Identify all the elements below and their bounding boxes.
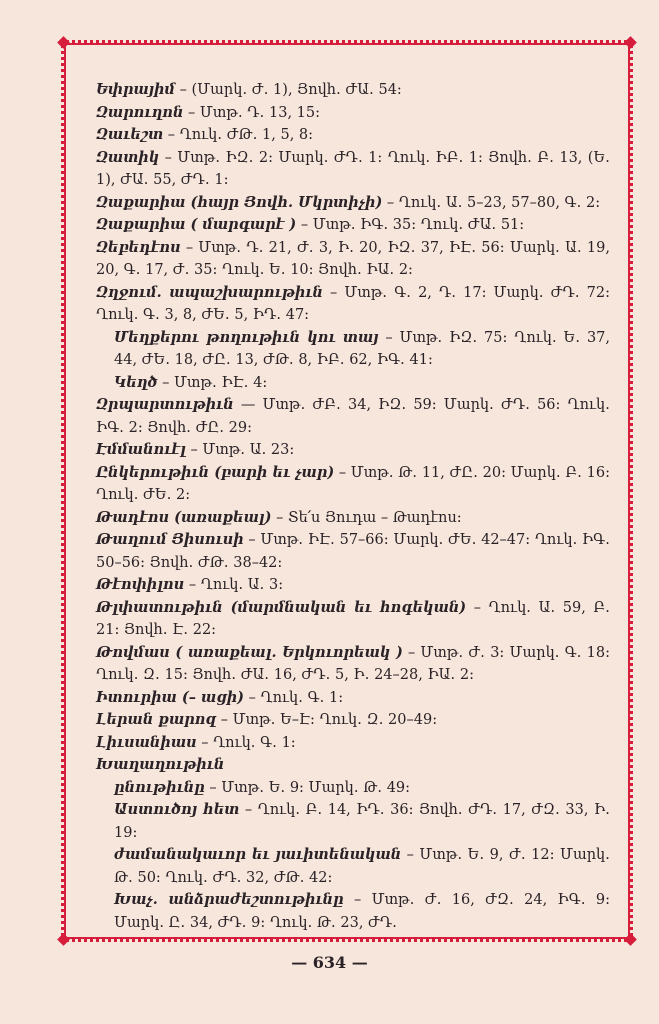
- entry-references: – Ղուկ․ Գ․ 1:: [244, 689, 344, 706]
- index-entries: [96, 79, 610, 934]
- entry-heading: Զաւեշտ: [96, 126, 164, 143]
- entry-references: – Մտթ․ ԻԶ․ 2: Մարկ․ ԺԴ․ 1: Ղուկ․ ԻԲ․ 1: Յովհ․ Բ․ 13, (Ե․ 1), ԺԱ․ 55, ԺԴ․ 1:: [96, 149, 610, 188]
- entry-references: – Մտթ․ Ա․ 23:: [185, 442, 295, 458]
- index-entry: [96, 372, 610, 395]
- entry-heading: ժամանակաւոր եւ յաւիտենական: [114, 846, 402, 863]
- entry-references: – Մտթ․ Դ․ 21, Ժ․ 3, Ի․ 20, ԻԶ․ 37, ԻԷ․ 56: Մարկ․ Ա․ 19, 20, Գ․ 17, Ժ․ 35: Ղուկ․ Ե․ 10: Յովհ․ ԻԱ․ 2:: [96, 239, 610, 278]
- corner-ornament: [624, 36, 637, 49]
- index-entry: [96, 507, 610, 530]
- entry-references: – Մտթ․ ԻԶ․ 75: Ղուկ․ Ե․ 37, 44, ԺԵ․ 18, ԺԸ․ 13, ԺԹ․ 8, ԻԲ․ 62, ԻԳ․ 41:: [114, 329, 611, 368]
- entry-references: – Ղուկ․ Բ․ 14, ԻԴ․ 36: Յովհ․ ԺԴ․ 17, ԺԶ․ 33, Ի․ 19:: [114, 802, 610, 841]
- entry-heading: Եփրայիմ: [96, 81, 175, 98]
- entry-references: – Տե՛ս Յուդա – Թադէոս:: [271, 509, 462, 526]
- entry-heading: ընութիւնը: [114, 778, 205, 796]
- index-entry: [96, 102, 610, 125]
- entry-heading: Կեղծ: [114, 373, 158, 391]
- index-entry: [96, 439, 610, 462]
- entry-references: — Մտթ․ ԺԲ․ 34, ԻԶ․ 59: Մարկ․ ԺԴ․ 56: Ղուկ․ ԻԳ․ 2: Յովհ․ ԺԸ․ 29:: [96, 397, 610, 436]
- entry-references: – Մտթ․ Ե․ 9, Ժ․ 12: Մարկ․ Թ․ 50: Ղուկ․ ԺԴ․ 32, ԺԹ․ 42:: [114, 847, 611, 886]
- entry-references: – Մտթ․ Ժ․ 3: Մարկ․ Գ․ 18: Ղուկ․ Զ․ 15: Յովհ․ ԺԱ․ 16, ԺԴ․ 5, Ի․ 24–28, ԻԱ․ 2:: [96, 644, 611, 683]
- entry-heading: Իտուրիա (– ացի): [96, 688, 245, 706]
- entry-references: – Մտթ․ Ե–Է: Ղուկ․ Զ․ 20–49:: [216, 712, 438, 728]
- entry-heading: Զատիկ: [96, 148, 160, 166]
- index-entry: [96, 642, 610, 687]
- index-entry: [96, 597, 610, 642]
- entry-heading: Խաղաղութիւն: [96, 756, 225, 773]
- index-entry: [96, 777, 610, 800]
- entry-references: – Մտթ․ Գ․ 2, Դ․ 17: Մարկ․ ԺԴ․ 72: Ղուկ․ Գ․ 3, 8, ԺԵ․ 5, ԻԴ․ 47:: [96, 284, 610, 323]
- entry-heading: Զղջում․ ապաշխարութիւն: [96, 283, 323, 301]
- index-entry: [96, 214, 610, 237]
- index-entry: [96, 889, 610, 934]
- entry-heading: Ընկերութիւն (բարի եւ չար): [96, 463, 335, 481]
- entry-references: – Ղուկ․ Ա․ 3:: [184, 577, 284, 593]
- entry-heading: Թաղում Յիսուսի: [96, 531, 244, 548]
- index-entry: [96, 754, 610, 777]
- index-entry: [96, 124, 610, 147]
- corner-ornament: [57, 36, 70, 49]
- entry-heading: Լերան քարոզ: [96, 711, 217, 728]
- index-entry: [96, 844, 610, 889]
- entry-heading: Թլփատութիւն (մարմնական եւ հոգեկան): [96, 598, 467, 616]
- entry-heading: Թէոփիլոս: [96, 576, 185, 593]
- entry-references: – Մտթ․ Ե․ 9: Մարկ․ Թ․ 49:: [204, 779, 411, 796]
- entry-references: – Մտթ․ Ժ․ 16, ԺԶ․ 24, ԻԳ․ 9: Մարկ․ Ը․ 34, ԺԴ․ 9: Ղուկ․ Թ․ 23, ԺԴ․: [114, 892, 610, 931]
- index-entry: [96, 147, 610, 192]
- entry-references: – Մտթ․ Դ․ 13, 15:: [183, 104, 321, 121]
- index-entry: [96, 574, 610, 597]
- entry-heading: Աստուծոյ հետ: [114, 801, 240, 818]
- entry-references: – Ղուկ․ Գ․ 1:: [196, 734, 296, 751]
- entry-heading: Զեբեդէոս: [96, 238, 181, 256]
- index-entry: [96, 529, 610, 574]
- entry-references: – Մտթ․ ԻԷ․ 57–66: Մարկ․ ԺԵ․ 42–47: Ղուկ․ ԻԳ․ 50–56: Յովհ․ ԺԹ․ 38–42:: [96, 532, 610, 571]
- entry-heading: Թովմաս ( առաքեալ․ Երկուորեակ ): [96, 643, 403, 661]
- entry-heading: Զարուղոն: [96, 103, 184, 121]
- index-entry: [96, 327, 610, 372]
- index-entry: [96, 799, 610, 844]
- entry-heading: Խաչ․ անձրաժեշտութիւնը: [114, 891, 344, 908]
- index-entry: [96, 394, 610, 439]
- page-number: — 634 —: [291, 953, 368, 972]
- entry-references: – Մտթ․ Թ․ 11, ԺԸ․ 20: Մարկ․ Բ․ 16: Ղուկ․ ԺԵ․ 2:: [96, 464, 610, 503]
- corner-ornament: [624, 933, 637, 946]
- entry-heading: Զաքարիա (հայր Յովհ․ Մկրտիչի): [96, 193, 383, 211]
- entry-references: – Ղուկ․ Ա․ 5–23, 57–80, Գ․ 2:: [382, 194, 601, 211]
- index-entry: [96, 192, 610, 215]
- entry-references: – Մտթ․ ԻԳ․ 35: Ղուկ․ ԺԱ․ 51:: [296, 217, 525, 233]
- entry-heading: Թադէոս (առաքեալ): [96, 508, 272, 526]
- entry-heading: Լիւսանիաս: [96, 733, 197, 751]
- index-entry: [96, 282, 610, 327]
- corner-ornament: [57, 933, 70, 946]
- index-entry: [96, 732, 610, 755]
- entry-heading: Զաքարիա ( մարգարէ ): [96, 216, 297, 233]
- index-entry: [96, 79, 610, 102]
- entry-references: – Ղուկ․ Ա․ 59, Բ․ 21: Յովհ․ Է․ 22:: [96, 599, 610, 638]
- index-entry: [96, 237, 610, 282]
- index-entry: [96, 462, 610, 507]
- entry-heading: Զրպարտութիւն: [96, 396, 234, 413]
- entry-heading: Էմմանուէլ: [96, 441, 186, 458]
- entry-references: – Ղուկ․ ԺԹ․ 1, 5, 8:: [163, 127, 314, 143]
- entry-references: – (Մարկ․ Ժ․ 1), Յովհ․ ԺԱ․ 54:: [174, 82, 402, 98]
- index-entry: [96, 687, 610, 710]
- entry-references: – Մտթ․ ԻԷ․ 4:: [157, 374, 268, 391]
- entry-heading: Մեղքերու թողութիւն կու տայ: [114, 328, 379, 346]
- index-entry: [96, 709, 610, 732]
